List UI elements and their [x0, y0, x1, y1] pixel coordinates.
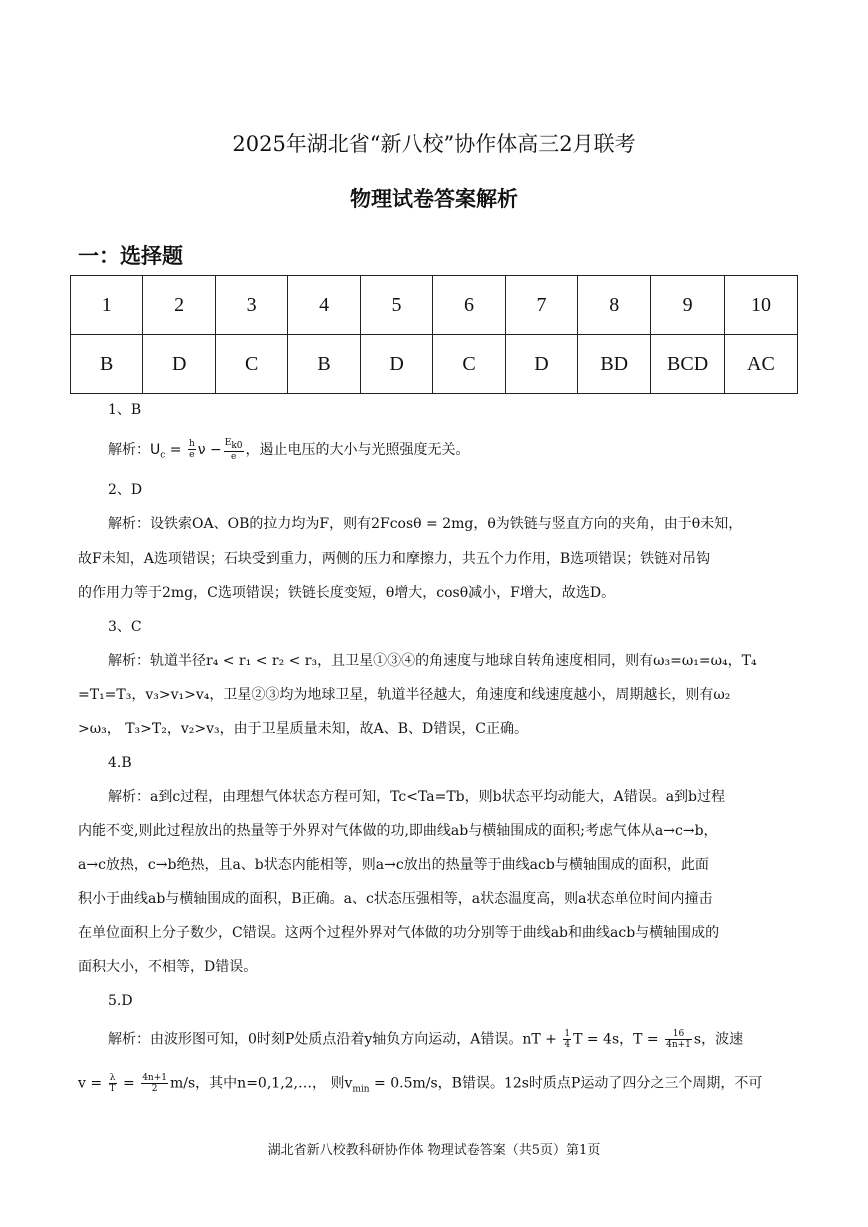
- question-number: 7: [505, 276, 577, 335]
- q1-formula-u: U: [150, 441, 161, 458]
- q3-line-2: =T₁=T₃，v₃>v₁>v₄，卫星②③均为地球卫星，轨道半径越大，角速度和线速度越小，周期越长，则有ω₂: [78, 687, 731, 703]
- q4-line-2: 内能不变,则此过程放出的热量等于外界对气体做的功,即曲线ab与横轴围成的面积;考虑气体从a→c→b，: [78, 823, 718, 839]
- q4-line-6: 面积大小，不相等，D错误。: [78, 959, 258, 975]
- question-number: 3: [215, 276, 287, 335]
- q1-explanation: [108, 438, 470, 466]
- q5-line-1: 解析：由波形图可知，0时刻P处质点沿着y轴负方向运动，A错误。nT + $\frac{1}{4}$ T = 4s，T = $\frac{16}{4n+1}$ s，波速: [108, 1029, 744, 1050]
- q3-line-1: 解析：轨道半径r₄ < r₁ < r₂ < r₃，且卫星①③④的角速度与地球自转角速度相同，则有ω₃=ω₁=ω₄，T₄: [108, 653, 757, 669]
- question-number: 4: [288, 276, 360, 335]
- q4-heading: 4.B: [108, 755, 132, 771]
- answer-cell: C: [215, 335, 287, 394]
- page-subtitle: 物理试卷答案解析: [350, 186, 518, 211]
- q4-line-5: 在单位面积上分子数少，C错误。这两个过程外界对气体做的功分别等于曲线ab和曲线acb与横轴围成的: [78, 925, 720, 941]
- answer-cell: BCD: [651, 335, 725, 394]
- question-number: 5: [360, 276, 432, 335]
- answer-cell: D: [505, 335, 577, 394]
- q5-fraction-1-4: $\frac{1}{4}$: [564, 1029, 571, 1050]
- q1-formula-u-sub: c: [160, 450, 166, 461]
- q2-heading: 2、D: [108, 482, 143, 498]
- answer-table: [70, 275, 798, 394]
- answer-cell: D: [360, 335, 432, 394]
- question-number: 8: [578, 276, 651, 335]
- page-footer: 湖北省新八校教科研协作体 物理试卷答案（共5页）第1页: [267, 1143, 601, 1158]
- question-number: 9: [651, 276, 725, 335]
- q5-line-2: v = $\frac{\lambda}{T}$ = $\frac{4n+1}{2}$ m/s，其中n=0,1,2,…， 则$v_{min} = 0.5m/s$，B错误。12s时质点P运动了四分之三个周期，不可: [78, 1073, 763, 1095]
- q5-fraction-period: $\frac{16}{4n+1}$: [666, 1029, 691, 1050]
- q1-tail: ，遏止电压的大小与光照强度无关。: [245, 441, 470, 458]
- q3-heading: 3、C: [108, 619, 142, 635]
- q1-formula-nu: ν −: [197, 441, 222, 458]
- question-number: 6: [433, 276, 505, 335]
- answer-cell: B: [71, 335, 143, 394]
- answer-cell: C: [433, 335, 505, 394]
- q3-line-3: >ω₃， T₃>T₂，v₂>v₃，由于卫星质量未知，故A、B、D错误，C正确。: [78, 721, 528, 737]
- answer-cell: AC: [724, 335, 797, 394]
- q4-line-4: 积小于曲线ab与横轴围成的面积，B正确。a、c状态压强相等，a状态温度高，则a状态单位时间内撞击: [78, 891, 713, 907]
- answer-cell: B: [288, 335, 360, 394]
- q1-heading: 1、B: [108, 402, 142, 418]
- q2-line-2: 故F未知，A选项错误；石块受到重力，两侧的压力和摩擦力，共五个力作用，B选项错误；铁链对吊钩: [78, 551, 711, 567]
- q5-fraction-lambda-t: $\frac{\lambda}{T}$: [109, 1073, 116, 1094]
- q1-fraction-ek-e: $\frac{E_{k0}}{e}$: [224, 438, 243, 462]
- q5-fraction-speed: $\frac{4n+1}{2}$: [142, 1073, 167, 1094]
- q1-fraction-h-e: $\frac{h}{e}$: [188, 439, 195, 461]
- q2-line-3: 的作用力等于2mg，C选项错误；铁链长度变短，θ增大，cosθ减小，F增大，故选D。: [78, 585, 616, 601]
- q4-line-3: a→c放热，c→b绝热，且a、b状态内能相等，则a→c放出的热量等于曲线acb与横轴围成的面积，此面: [78, 857, 709, 873]
- answer-cell: D: [143, 335, 215, 394]
- question-number: 10: [724, 276, 797, 335]
- answer-cell: BD: [578, 335, 651, 394]
- q5-heading: 5.D: [108, 993, 133, 1009]
- q1-formula-eq: =: [165, 441, 186, 458]
- question-number: 2: [143, 276, 215, 335]
- q4-line-1: 解析：a到c过程，由理想气体状态方程可知，Tc<Ta=Tb，则b状态平均动能大，A错误。a到b过程: [108, 789, 726, 805]
- section-heading: 一：选择题: [78, 244, 183, 268]
- q2-line-1: 解析：设铁索OA、OB的拉力均为F，则有2Fcosθ = 2mg，θ为铁链与竖直方向的夹角，由于θ未知，: [108, 516, 743, 532]
- answer-number-row: [71, 276, 798, 335]
- answer-key-row: [71, 335, 798, 394]
- q1-prefix: 解析：: [108, 441, 150, 458]
- page-title: 2025年湖北省“新八校”协作体高三2月联考: [232, 132, 636, 156]
- question-number: 1: [71, 276, 143, 335]
